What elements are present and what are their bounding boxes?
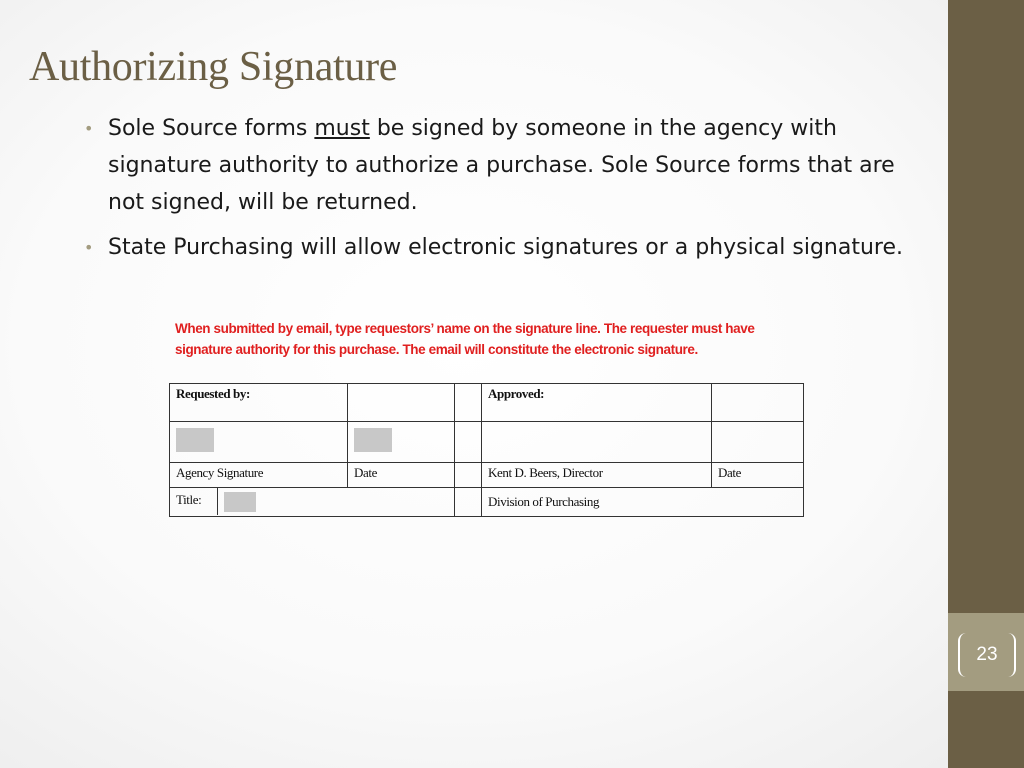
bullet-text: State Purchasing will allow electronic signatures or a physical signature.: [108, 235, 904, 260]
director-label: Kent D. Beers, Director: [482, 463, 712, 488]
empty-cell: [482, 422, 712, 463]
date-label-2: Date: [712, 463, 804, 488]
slide-title: Authorizing Signature: [29, 44, 398, 90]
bullet-icon: •: [84, 119, 94, 138]
redacted-signature: [176, 428, 214, 452]
agency-signature-cell: [170, 422, 348, 463]
date-cell: [348, 422, 455, 463]
signature-form-table: [169, 383, 804, 517]
date-label: Date: [348, 463, 455, 488]
empty-cell: [712, 384, 804, 422]
division-label: Division of Purchasing: [482, 488, 804, 517]
empty-cell: [455, 384, 482, 422]
bullet-list: [84, 110, 904, 274]
empty-cell: [455, 488, 482, 517]
title-value-cell: [218, 488, 262, 515]
agency-signature-label: Agency Signature: [170, 463, 348, 488]
bullet-text-start: Sole Source forms: [108, 116, 315, 141]
empty-cell: [455, 422, 482, 463]
title-row-cell: [170, 488, 455, 517]
redacted-title: [224, 492, 256, 512]
title-label: Title:: [170, 488, 218, 515]
empty-cell: [712, 422, 804, 463]
empty-cell: [455, 463, 482, 488]
bullet-icon: •: [84, 238, 94, 257]
slide-number: 23: [958, 633, 1016, 677]
empty-cell: [348, 384, 455, 422]
bullet-item: [84, 229, 904, 266]
email-signature-note: When submitted by email, type requestors’ name on the signature line. The requester must have signature authority for this purchase. The email will constitute the electronic signature.: [175, 321, 755, 357]
bullet-text-end: be signed by someone in the agency with signature authority to authorize a purchase. Sole Source forms that are not signed, will be returned.: [108, 116, 895, 215]
approved-label: Approved:: [482, 384, 712, 422]
bullet-item: [84, 110, 904, 221]
redacted-date: [354, 428, 392, 452]
bullet-emphasis: must: [314, 116, 370, 141]
requested-by-label: Requested by:: [170, 384, 348, 422]
